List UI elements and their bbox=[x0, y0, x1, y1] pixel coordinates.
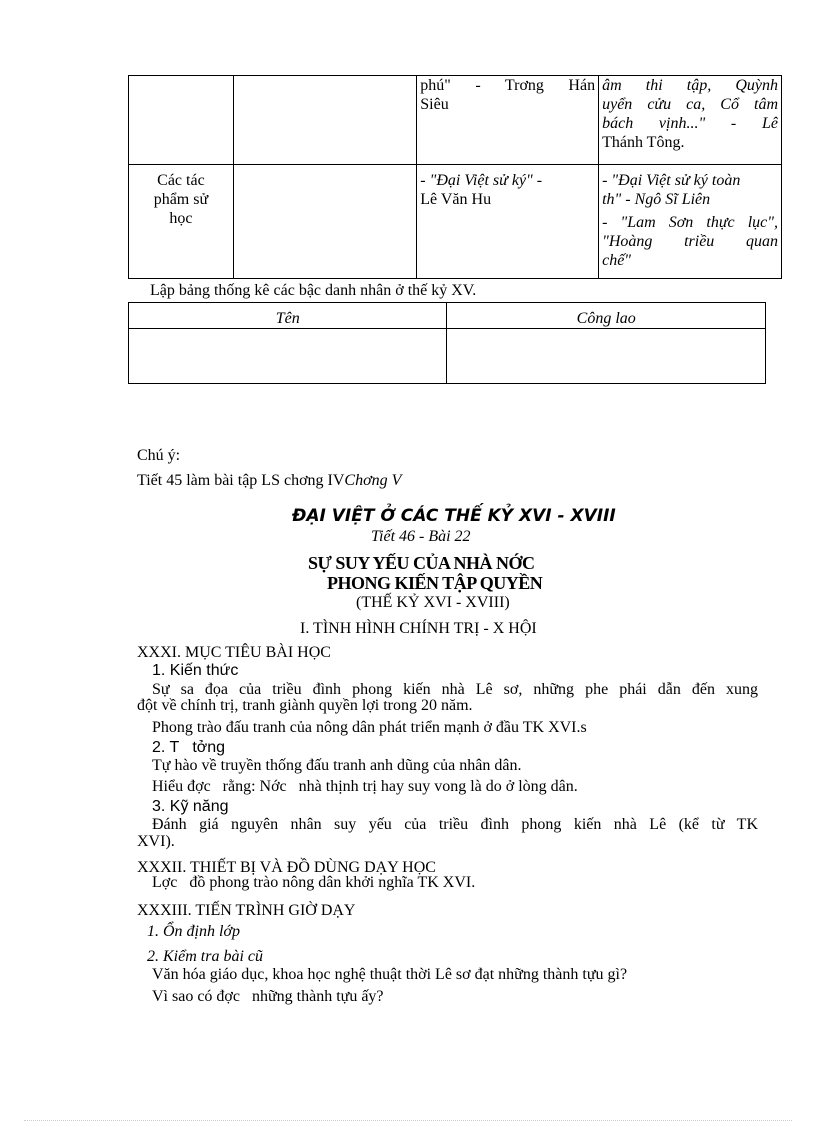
table-intro: Lập bảng thống kê các bậc danh nhân ở thế kỷ XV. bbox=[150, 282, 477, 299]
cell-line: phú" - Trơng Hán bbox=[420, 77, 596, 94]
page-bottom-divider bbox=[24, 1120, 792, 1121]
paragraph: Đánh giá nguyên nhân suy yếu của triều đình phong kiến nhà Lê (kể từ TK bbox=[152, 816, 758, 833]
table-header-row bbox=[129, 303, 766, 329]
notable-people-table bbox=[128, 302, 766, 384]
table-row bbox=[129, 76, 782, 165]
lesson-title-line-3: (THẾ KỶ XVI - XVIII) bbox=[356, 594, 510, 611]
table-cell bbox=[417, 165, 599, 279]
cell-line: "Hoàng triều quan bbox=[602, 233, 778, 250]
paragraph: Phong trào đấu tranh của nông dân phát triển mạnh ở đầu TK XVI.s bbox=[152, 719, 587, 736]
works-table bbox=[128, 75, 782, 279]
table-cell bbox=[417, 76, 599, 165]
heading-equipment: XXXII. THIẾT BỊ VÀ ĐỒ DÙNG DẠY HỌC bbox=[137, 859, 436, 876]
column-header-name: Tên bbox=[129, 303, 447, 329]
paragraph: Văn hóa giáo dục, khoa học nghệ thuật thời Lê sơ đạt những thành tựu gì? bbox=[152, 966, 628, 983]
paragraph: Vì sao có đợc những thành tựu ấy? bbox=[152, 988, 384, 1005]
cell-line: th" - Ngô Sĩ Liên bbox=[602, 191, 711, 208]
heading-objectives: XXXI. MỤC TIÊU BÀI HỌC bbox=[137, 644, 331, 661]
cell-line: bách vịnh..." - Lê bbox=[602, 115, 778, 132]
item-class-setup: 1. Ổn định lớp bbox=[147, 923, 240, 940]
table-cell bbox=[129, 165, 234, 279]
cell-line: phẩm sử bbox=[153, 191, 209, 208]
subheading-ideology: 2. T tởng bbox=[152, 739, 226, 756]
cell-line: - "Đại Việt sử ký toàn bbox=[602, 172, 741, 189]
table-cell bbox=[599, 165, 782, 279]
lesson-number: Tiết 46 - Bài 22 bbox=[371, 528, 471, 545]
section-title: I. TÌNH HÌNH CHÍNH TRỊ - X HỘI bbox=[300, 620, 537, 637]
paragraph: Sự sa đọa của triều đình phong kiến nhà Lê sơ, những phe phái dẫn đến xung bbox=[152, 681, 758, 698]
cell-line: Các tác bbox=[157, 172, 205, 189]
note-line bbox=[137, 472, 401, 490]
paragraph: Tự hào về truyền thống đấu tranh anh dũng của nhân dân. bbox=[152, 757, 522, 774]
cell-line: âm thi tập, Quỳnh bbox=[602, 77, 778, 94]
cell-line: uyển cửu ca, Cổ tâm bbox=[602, 96, 778, 113]
paragraph: Hiểu đợc rằng: Nớc nhà thịnh trị hay suy vong là do ở lòng dân. bbox=[152, 778, 578, 795]
lesson-title-line-2: PHONG KIẾN TẬP QUYỀN bbox=[327, 573, 543, 593]
note-label: Chú ý: bbox=[137, 447, 181, 464]
cell-line: Thánh Tông. bbox=[602, 134, 685, 151]
chapter-title: ĐẠI VIỆT Ở CÁC THẾ KỶ XVI - XVIII bbox=[292, 506, 616, 526]
table-row bbox=[129, 329, 766, 384]
subheading-knowledge: 1. Kiến thức bbox=[152, 662, 239, 679]
cell-line: Siêu bbox=[420, 96, 449, 113]
paragraph: đột về chính trị, tranh giành quyền lợi trong 20 năm. bbox=[137, 697, 473, 714]
cell-line: Lê Văn Hu bbox=[420, 191, 492, 208]
note-text: Tiết 45 làm bài tập LS chơng IV bbox=[137, 472, 345, 489]
paragraph: XVI). bbox=[137, 833, 175, 850]
lesson-title-line-1: SỰ SUY YẾU CỦA NHÀ NỚC bbox=[308, 553, 535, 573]
paragraph: Lợc đồ phong trào nông dân khởi nghĩa TK XVI. bbox=[152, 874, 476, 891]
table-cell bbox=[599, 76, 782, 165]
table-row bbox=[129, 165, 782, 279]
cell-line: chế" bbox=[602, 252, 632, 269]
cell-line: học bbox=[169, 210, 193, 227]
column-header-merit: Công lao bbox=[447, 303, 766, 329]
heading-procedure: XXXIII. TIẾN TRÌNH GIỜ DẠY bbox=[137, 902, 356, 919]
note-italic: Chơng V bbox=[344, 472, 402, 489]
cell-line: - "Lam Sơn thực lục", bbox=[602, 214, 778, 231]
subheading-skills: 3. Kỹ năng bbox=[152, 798, 229, 815]
cell-line: - "Đại Việt sử ký" - bbox=[420, 172, 543, 189]
item-review: 2. Kiểm tra bài cũ bbox=[147, 948, 263, 965]
